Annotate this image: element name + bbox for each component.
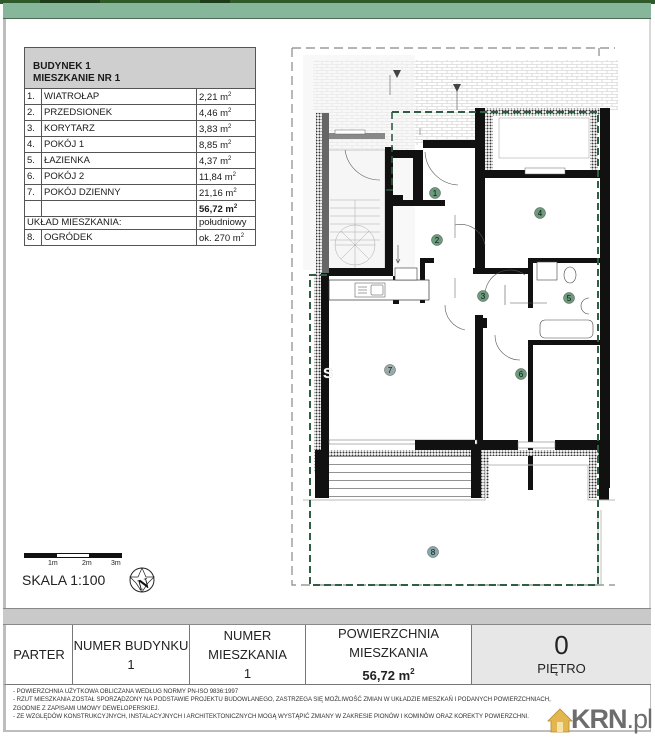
note-line: - ZE WZGLĘDÓW KONSTRUKCYJNYCH, INSTALACYJNYCH I ARCHITEKTONICZNYCH MOGĄ WYSTĄPIĆ ZMIANY W ZAKRESIE PIONÓW I KOMINÓW ORAZ KOREKTY POWIERZCHNI. [13,712,529,720]
empty-cell [42,201,197,217]
apartment-number-label: NUMER MIESZKANIA [208,628,287,662]
room-name: POKÓJ 2 [42,169,197,185]
room-area: 2,21 $m^2$ [197,89,256,105]
room-area: 8,85 $m^2$ [197,137,256,153]
total-area: 56,72 $m^2$ [197,201,256,217]
row-number: 5. [25,153,42,169]
floor-name-cell [6,625,73,684]
floor-label: PIĘTRO [537,661,586,676]
room-area: 4,37 $m^2$ [197,153,256,169]
table-header [25,48,256,89]
apartment-area-label: POWIERZCHNIA MIESZKANIA [337,626,440,660]
room-name: OGRÓDEK [42,230,197,246]
room-area: 11,84 $m^2$ [197,169,256,185]
scale-tick: 1m [48,560,58,567]
north-arrow-icon [127,565,157,595]
building-title: BUDYNEK 1 [33,61,91,72]
floor-name: PARTER [13,647,65,662]
row-number: 2. [25,105,42,121]
room-name: POKÓJ 1 [42,137,197,153]
room-area: 21,16 $m^2$ [197,185,256,201]
room-area-table [24,47,256,246]
layout-value: południowy [197,217,256,230]
row-number: 4. [25,137,42,153]
apartment-number-cell [190,625,306,684]
floor-plan [285,40,625,600]
info-bar [3,625,651,685]
scale-tick: 2m [82,560,92,567]
floor-number-cell [472,625,651,684]
svg-text:8: 8 [430,548,436,557]
scale-label: SKALA 1:100 [22,572,106,588]
house-logo-icon [547,707,573,733]
room-area: 3,83 $m^2$ [197,121,256,137]
scale-bar [24,553,122,558]
apartment-title: MIESZKANIE NR 1 [33,73,121,84]
floor-number: 0 [554,630,569,660]
room-name: PRZEDSIONEK [42,105,197,121]
info-band [3,608,651,625]
table-row [25,121,256,137]
table-title [25,48,256,89]
room-area: 4,46 $m^2$ [197,105,256,121]
svg-text:1: 1 [432,189,438,198]
note-line: ZGODNIE Z ZAPISAMI UMOWY DEWELOPERSKIEJ. [13,704,160,712]
room-name: POKÓJ DZIENNY [42,185,197,201]
svg-text:S: S [323,365,334,382]
table-row [25,137,256,153]
table-row [25,153,256,169]
layout-row [25,217,256,230]
building-number-label: NUMER BUDYNKU [73,637,189,653]
room-name: KORYTARZ [42,121,197,137]
garden-row [25,230,256,246]
note-line: - RZUT MIESZKANIA ZOSTAŁ SPORZĄDZONY NA PODSTAWIE PROJEKTU BUDOWLANEGO, ZASTRZEGA SIĘ MOŻLIWOŚĆ ZMIAN W UKŁADZIE MIESZKAŃ I PODANYCH POWIERZCHNIACH, [13,696,551,704]
apartment-area-value: 56,72 $m^2$ [362,667,415,683]
svg-text:7: 7 [387,366,393,375]
svg-text:4: 4 [537,209,543,218]
table-row [25,185,256,201]
svg-text:5: 5 [566,294,572,303]
row-number: 3. [25,121,42,137]
apartment-number-value: 1 [243,666,252,681]
svg-text:3: 3 [480,292,486,301]
garden-area: ok. 270 $m^2$ [197,230,256,246]
krn-watermark [547,703,652,733]
row-number: 1. [25,89,42,105]
empty-cell [25,201,42,217]
svg-text:2: 2 [434,236,440,245]
svg-text:6: 6 [518,370,524,379]
building-number-cell [73,625,190,684]
room-name: ŁAZIENKA [42,153,197,169]
building-number-value: 1 [127,656,135,672]
krn-logo-text: KRN.pl [571,704,653,734]
scale-tick: 3m [111,560,121,567]
room-name: WIATROŁAP [42,89,197,105]
layout-label: UKŁAD MIESZKANIA: [25,217,197,230]
row-number: 6. [25,169,42,185]
apartment-area-cell [306,625,472,684]
total-row [25,201,256,217]
note-line: - POWIERZCHNIA UŻYTKOWA OBLICZANA WEDŁUG NORMY PN-ISO 9836:1997 [13,688,239,695]
table-row [25,169,256,185]
row-number: 7. [25,185,42,201]
table-row [25,105,256,121]
row-number: 8. [25,230,42,246]
header-band [3,3,651,19]
svg-text:N: N [136,575,151,595]
table-row [25,89,256,105]
